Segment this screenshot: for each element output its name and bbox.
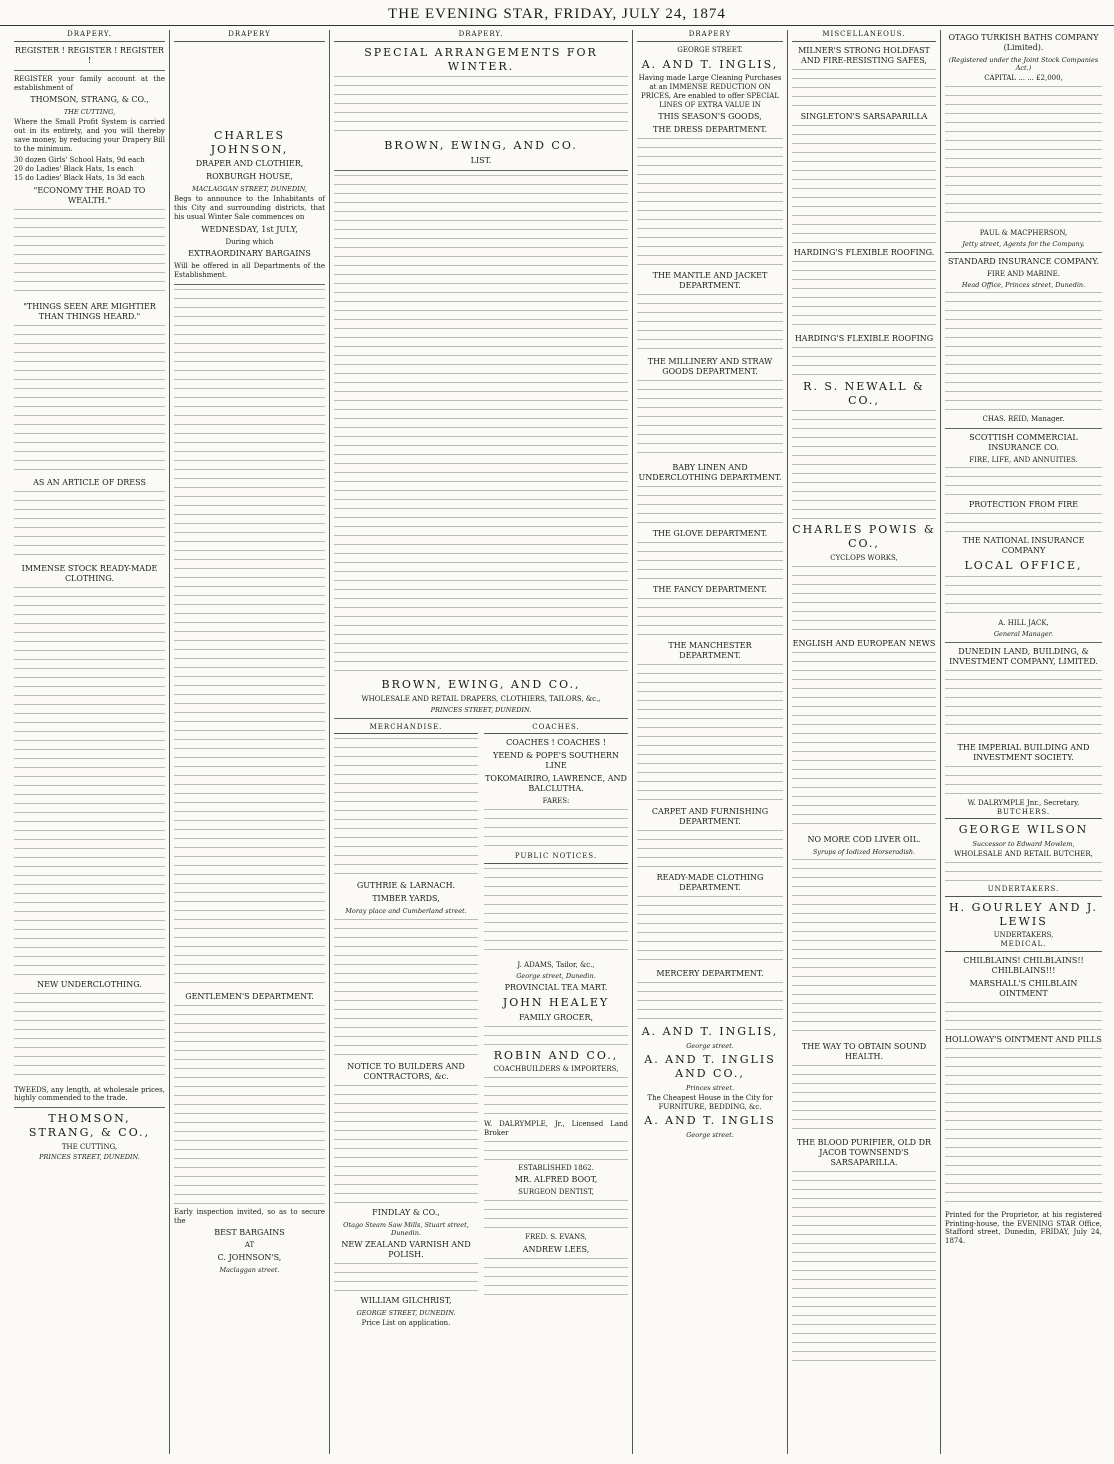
dept-readymade: READY-MADE CLOTHING DEPARTMENT. bbox=[656, 873, 764, 893]
sale-notice: Begs to announce to the Inhabitants of this City and surrounding districts, that his usual Winter Sale commences on bbox=[174, 195, 325, 221]
body-text bbox=[637, 598, 783, 638]
firm-address: MACLAGGAN STREET, DUNEDIN, bbox=[191, 185, 308, 194]
body-text bbox=[792, 1171, 936, 1361]
paul: PAUL & MACPHERSON, bbox=[979, 229, 1068, 237]
footer-address: PRINCES STREET, DUNEDIN. bbox=[39, 1153, 140, 1162]
firm-intro: Where the Small Profit System is carried out in its entirety, and you will thereby save money, by reducing your Drapery Bill to the minimum. bbox=[14, 118, 165, 153]
yeend-heading: YEEND & POPE'S SOUTHERN LINE bbox=[493, 751, 619, 771]
masthead: THE EVENING STAR, FRIDAY, JULY 24, 1874 bbox=[0, 0, 1114, 26]
body-text bbox=[484, 1258, 628, 1298]
body-text bbox=[945, 766, 1102, 796]
body-text bbox=[792, 125, 936, 245]
imprint: Printed for the Proprietor, at his registered Printing-house, the EVENING STAR Office, Stafford street, Dunedin, FRIDAY, July 24, 1874. bbox=[945, 1210, 1102, 1245]
column-2 bbox=[170, 30, 330, 1454]
dept-millinery: THE MILLINERY AND STRAW GOODS DEPARTMENT. bbox=[647, 357, 773, 377]
standard-sub: FIRE AND MARINE. bbox=[987, 269, 1060, 278]
body-text bbox=[792, 410, 936, 520]
medical-section: MEDICAL. bbox=[945, 940, 1102, 952]
robin: ROBIN AND CO., bbox=[493, 1048, 619, 1062]
dentist: SURGEON DENTIST, bbox=[518, 1188, 594, 1197]
coaches-heading: COACHES ! COACHES ! bbox=[506, 738, 606, 748]
price-list-note: Price List on application. bbox=[361, 1318, 451, 1327]
standard-address: Head Office, Princes street, Dunedin. bbox=[961, 280, 1086, 289]
body-text bbox=[945, 576, 1102, 616]
footer-trade: WHOLESALE AND RETAIL DRAPERS, CLOTHIERS, TAILORS, &c., bbox=[361, 694, 601, 703]
dunedin-land: DUNEDIN LAND, BUILDING, & INVESTMENT COMPANY, LIMITED. bbox=[949, 646, 1098, 666]
footer-address: Maclaggan street. bbox=[219, 1266, 280, 1275]
gilchrist-address: GEORGE STREET, DUNEDIN. bbox=[356, 1308, 456, 1317]
clothing-list bbox=[14, 587, 165, 977]
footer-firm-3: A. AND T. INGLIS bbox=[644, 1114, 776, 1128]
timber-address: Moray place and Cumberland street. bbox=[345, 907, 467, 916]
wilson-sub: Successor to Edward Mowlem, bbox=[972, 840, 1075, 849]
dress-heading: AS AN ARTICLE OF DRESS bbox=[33, 477, 146, 487]
gilchrist: WILLIAM GILCHRIST, bbox=[360, 1295, 452, 1305]
body-text bbox=[637, 294, 783, 354]
established: ESTABLISHED 1862. bbox=[518, 1163, 594, 1172]
imperial: THE IMPERIAL BUILDING AND INVESTMENT SOCIETY. bbox=[957, 742, 1090, 762]
national-heading: THE NATIONAL INSURANCE COMPANY bbox=[962, 536, 1085, 556]
price-list bbox=[334, 175, 628, 675]
baths-sub: (Registered under the Joint Stock Companies Act.) bbox=[948, 56, 1099, 73]
bargains-heading: EXTRAORDINARY BARGAINS bbox=[188, 249, 311, 259]
guthrie: GUTHRIE & LARNACH. bbox=[356, 881, 456, 891]
dept-carpet: CARPET AND FURNISHING DEPARTMENT. bbox=[651, 807, 769, 827]
body-text bbox=[945, 1048, 1102, 1208]
adams: J. ADAMS, Tailor, &c., bbox=[517, 960, 595, 969]
column-6 bbox=[941, 30, 1106, 1454]
intro: Having made Large Cleaning Purchases at an IMMENSE REDUCTION ON PRICES, Are enabled to offer SPECIAL LINES OF EXTRA VALUE IN bbox=[638, 74, 782, 109]
body-text bbox=[334, 1085, 478, 1205]
body-text bbox=[14, 325, 165, 475]
body-text bbox=[945, 292, 1102, 412]
body-text bbox=[637, 138, 783, 268]
body-text bbox=[334, 738, 478, 878]
findlay: FINDLAY & CO., bbox=[372, 1207, 440, 1217]
body-text bbox=[945, 670, 1102, 740]
things-heading: "THINGS SEEN ARE MIGHTIER THAN THINGS HEARD." bbox=[23, 301, 156, 321]
dept-fancy: THE FANCY DEPARTMENT. bbox=[653, 585, 767, 595]
grocer: FAMILY GROCER, bbox=[518, 1012, 594, 1022]
section-heading: DRAPERY. bbox=[334, 30, 628, 42]
jack-sub: General Manager. bbox=[993, 629, 1054, 638]
firm-name: BROWN, EWING, AND CO. bbox=[384, 139, 578, 153]
body-text bbox=[945, 1002, 1102, 1032]
lees: ANDREW LEES, bbox=[522, 1244, 590, 1254]
body-text bbox=[637, 542, 783, 582]
body-text bbox=[792, 859, 936, 1039]
standard-heading: STANDARD INSURANCE COMPANY. bbox=[947, 256, 1100, 266]
merchandise-heading: MERCHANDISE. bbox=[334, 723, 478, 735]
evans: FRED. S. EVANS, bbox=[525, 1233, 587, 1241]
body-text bbox=[637, 982, 783, 1022]
imperial-dalrymple: W. DALRYMPLE Jnr., Secretary. bbox=[967, 798, 1080, 807]
section-heading: MISCELLANEOUS. bbox=[792, 30, 936, 42]
body-text bbox=[792, 1065, 936, 1135]
footer-address-3: George street. bbox=[686, 1131, 734, 1139]
body-text bbox=[14, 209, 165, 299]
wilson-trade: WHOLESALE AND RETAIL BUTCHER, bbox=[954, 850, 1093, 859]
scottish-sub: FIRE, LIFE, AND ANNUITIES. bbox=[969, 455, 1078, 464]
body-text bbox=[792, 69, 936, 109]
gourley-sub: UNDERTAKERS, bbox=[993, 931, 1054, 940]
route-heading: TOKOMAIRIRO, LAWRENCE, AND BALCLUTHA. bbox=[485, 774, 627, 794]
best-bargains: BEST BARGAINS bbox=[214, 1228, 285, 1238]
body-text bbox=[792, 261, 936, 331]
firm-name: CHARLES JOHNSON, bbox=[210, 128, 289, 156]
newspaper-columns bbox=[10, 30, 1106, 1454]
street: GEORGE STREET. bbox=[677, 45, 743, 54]
body-text bbox=[945, 86, 1102, 226]
footer-address-2: Princes street. bbox=[685, 1083, 735, 1092]
footer-firm-2: A. AND T. INGLIS AND CO., bbox=[644, 1053, 776, 1080]
cheapest-text: The Cheapest House in the City for FURNITURE, BEDDING, &c. bbox=[647, 1093, 773, 1111]
healey: JOHN HEALEY bbox=[502, 995, 610, 1009]
body-text bbox=[637, 664, 783, 804]
section-heading: DRAPERY bbox=[637, 30, 783, 42]
hats-list: 30 dozen Girls' School Hats, 9d each 20 do Ladies' Black Hats, 1s each 15 do Ladies' Black Hats, 1s 3d each bbox=[14, 156, 145, 182]
baths-heading: OTAGO TURKISH BATHS COMPANY (Limited). bbox=[948, 33, 1099, 52]
adams-address: George street, Dunedin. bbox=[516, 971, 596, 980]
body-text bbox=[484, 868, 628, 958]
footer-firm: BROWN, EWING, AND CO., bbox=[381, 678, 581, 691]
body-text bbox=[637, 830, 783, 870]
english-news: ENGLISH AND EUROPEAN NEWS bbox=[792, 638, 936, 648]
cod-liver: NO MORE COD LIVER OIL. bbox=[807, 834, 921, 844]
at-text: AT bbox=[244, 1241, 255, 1250]
dept-dress: THE DRESS DEPARTMENT. bbox=[653, 125, 767, 135]
singleton: SINGLETON'S SARSAPARILLA bbox=[800, 111, 928, 121]
column-5 bbox=[788, 30, 941, 1454]
fares-list bbox=[484, 809, 628, 849]
body-text bbox=[334, 1263, 478, 1293]
body-text bbox=[484, 1200, 628, 1230]
holloway: HOLLOWAY'S OINTMENT AND PILLS bbox=[945, 1034, 1102, 1044]
harding-2: HARDING'S FLEXIBLE ROOFING bbox=[794, 333, 934, 343]
tweeds-text: TWEEDS, any length, at wholesale prices, highly commended to the trade. bbox=[14, 1085, 165, 1103]
body-text bbox=[334, 76, 628, 136]
clothing-heading: IMMENSE STOCK READY-MADE CLOTHING. bbox=[21, 563, 158, 583]
offer-text: Will be offered in all Departments of the Establishment. bbox=[174, 262, 325, 280]
body-text bbox=[637, 896, 783, 966]
footer-firm-1: A. AND T. INGLIS, bbox=[641, 1025, 779, 1039]
coaches-section: COACHES. bbox=[484, 723, 628, 735]
body-text bbox=[792, 566, 936, 636]
footer-address: PRINCES STREET, DUNEDIN. bbox=[430, 705, 532, 714]
dept-manchester: THE MANCHESTER DEPARTMENT. bbox=[668, 641, 752, 661]
boot: MR. ALFRED BOOT, bbox=[514, 1175, 598, 1185]
marshall: MARSHALL'S CHILBLAIN OINTMENT bbox=[969, 978, 1078, 998]
scottish-heading: SCOTTISH COMMERCIAL INSURANCE CO. bbox=[969, 432, 1078, 452]
fares-heading: FARES: bbox=[542, 797, 570, 806]
early-text: Early inspection invited, so as to secure the bbox=[174, 1207, 325, 1225]
dept-mantle: THE MANTLE AND JACKET DEPARTMENT. bbox=[652, 271, 768, 291]
economy-heading: "ECONOMY THE ROAD TO WEALTH." bbox=[33, 185, 146, 205]
footer-firm: THOMSON, STRANG, & CO., bbox=[28, 1112, 151, 1139]
column-1 bbox=[10, 30, 170, 1454]
season-heading: THIS SEASON'S GOODS, bbox=[658, 112, 762, 122]
health-heading: THE WAY TO OBTAIN SOUND HEALTH. bbox=[801, 1041, 927, 1061]
section-heading: DRAPERY. bbox=[14, 30, 165, 42]
list-heading: LIST. bbox=[470, 156, 492, 165]
newall: R. S. NEWALL & CO., bbox=[803, 379, 925, 407]
dept-glove: THE GLOVE DEPARTMENT. bbox=[652, 529, 768, 539]
body-text bbox=[484, 1141, 628, 1161]
reid: CHAS. REID, Manager. bbox=[982, 414, 1065, 423]
wilson: GEORGE WILSON bbox=[958, 823, 1089, 837]
blood-purifier: THE BLOOD PURIFIER, OLD DR JACOB TOWNSEND'S SARSAPARILLA. bbox=[796, 1137, 932, 1167]
dalrymple: W. DALRYMPLE, Jr., Licensed Land Broker bbox=[484, 1120, 628, 1137]
register-intro: REGISTER your family account at the establishment of bbox=[14, 74, 165, 92]
milner: MILNER'S STRONG HOLDFAST AND FIRE-RESISTING SAFES, bbox=[798, 45, 930, 65]
local-office: LOCAL OFFICE, bbox=[964, 559, 1083, 573]
powis-sub: CYCLOPS WORKS, bbox=[830, 553, 898, 562]
powis: CHARLES POWIS & CO., bbox=[792, 523, 936, 550]
body-text bbox=[945, 467, 1102, 497]
firm-house: ROXBURGH HOUSE, bbox=[206, 172, 293, 182]
tea-mart: PROVINCIAL TEA MART. bbox=[504, 982, 608, 992]
underclothing-heading: NEW UNDERCLOTHING. bbox=[37, 979, 142, 989]
special-heading: SPECIAL ARRANGEMENTS FOR WINTER. bbox=[364, 45, 598, 73]
builders-heading: NOTICE TO BUILDERS AND CONTRACTORS, &c. bbox=[347, 1061, 465, 1081]
during-text: During which bbox=[225, 237, 274, 246]
body-text bbox=[792, 652, 936, 832]
firm-name: THOMSON, STRANG, & CO., bbox=[30, 95, 149, 105]
body-text bbox=[637, 486, 783, 526]
protection-heading: PROTECTION FROM FIRE bbox=[968, 500, 1079, 510]
body-text bbox=[637, 380, 783, 460]
footer-firm: C. JOHNSON'S, bbox=[217, 1253, 282, 1263]
timber-heading: TIMBER YARDS, bbox=[372, 894, 440, 904]
body-text bbox=[792, 347, 936, 377]
gourley: H. GOURLEY AND J. LEWIS bbox=[949, 900, 1098, 928]
dept-mercery: MERCERY DEPARTMENT. bbox=[656, 969, 764, 979]
body-text bbox=[14, 491, 165, 561]
body-text bbox=[14, 993, 165, 1083]
robin-sub: COACHBUILDERS & IMPORTERS, bbox=[493, 1065, 619, 1074]
varnish-heading: NEW ZEALAND VARNISH AND POLISH. bbox=[341, 1239, 471, 1259]
body-text bbox=[945, 862, 1102, 882]
sale-date: WEDNESDAY, 1st JULY, bbox=[201, 224, 298, 234]
section-heading: DRAPERY bbox=[174, 30, 325, 42]
register-heading: REGISTER ! REGISTER ! REGISTER ! bbox=[15, 45, 164, 65]
chilblains: CHILBLAINS! CHILBLAINS!! CHILBLAINS!!! bbox=[963, 955, 1084, 975]
undertakers-section: UNDERTAKERS. bbox=[945, 885, 1102, 897]
findlay-address: Otago Steam Saw Mills, Stuart street, Dunedin. bbox=[343, 1220, 469, 1237]
items-list bbox=[174, 289, 325, 989]
jack: A. HILL JACK, bbox=[998, 619, 1049, 627]
body-text bbox=[484, 1026, 628, 1046]
body-text bbox=[334, 919, 478, 1059]
paul-sub: Jetty street, Agents for the Company. bbox=[962, 239, 1085, 248]
footer-sub: THE CUTTING, bbox=[61, 1142, 118, 1151]
firm-trade: DRAPER AND CLOTHIER, bbox=[195, 159, 304, 169]
firm-name: A. AND T. INGLIS, bbox=[641, 57, 779, 71]
body-text bbox=[484, 1077, 628, 1117]
dept-baby: BABY LINEN AND UNDERCLOTHING DEPARTMENT. bbox=[638, 463, 782, 483]
footer-address-1: George street. bbox=[686, 1042, 734, 1050]
harding: HARDING'S FLEXIBLE ROOFING. bbox=[793, 247, 935, 257]
gentlemen-heading: GENTLEMEN'S DEPARTMENT. bbox=[185, 991, 314, 1001]
column-4 bbox=[633, 30, 788, 1454]
public-notices: PUBLIC NOTICES. bbox=[484, 852, 628, 864]
body-text bbox=[945, 513, 1102, 533]
items-list bbox=[174, 1005, 325, 1205]
firm-location: THE CUTTING, bbox=[63, 108, 116, 117]
syrup: Syrups of Iodized Horseradish. bbox=[812, 847, 916, 856]
capital: CAPITAL ... ... £2,000, bbox=[984, 74, 1063, 83]
butchers-section: BUTCHERS. bbox=[945, 808, 1102, 820]
column-3 bbox=[330, 30, 633, 1454]
